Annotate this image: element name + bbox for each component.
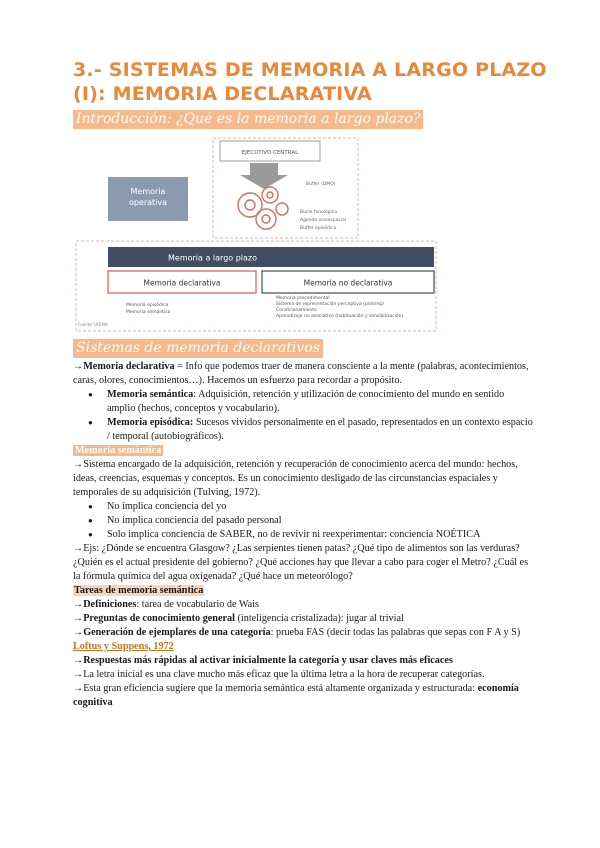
tasks-heading: Tareas de memoria semántica [74,585,204,596]
list-item: ● Solo implica conciencia de SABER, no de revivir ni reexperimentar: conciencia NOÉTICA [73,528,533,542]
list-item: ● No implica conciencia del yo [73,500,533,514]
nondeclarative-item-4: Aprendizaje no asociativo (habituación y sensibilización) [276,314,404,319]
intro-heading: Introducción: ¿Qué es la memoria a largo plazo? [73,110,423,129]
memory-diagram [78,133,438,333]
loftus-item: →Esta gran eficiencia sugiere que la memoria semántica está altamente organizada y estructurada: economía cognitiva [73,683,519,708]
loftus-heading: Loftus y Suppens, 1972 [73,641,174,652]
subsystem-2: Agenda visoespacial [300,218,347,223]
paragraph-semantic: →Sistema encargado de la adquisición, retención y recuperación de conocimiento acerca del mundo: hechos, ideas, creencias, esquemas y conceptos. Es un conocimiento desligado de las circunstancias espaciales y temporales de su adquisición (Tulving, 1972). [73,459,518,498]
nondeclarative-item-2: Sistema de representación perceptiva (priming) [276,302,384,307]
section-heading: Sistemas de memoria declarativos [73,339,323,358]
declarative-label: Memoria declarativa [143,278,221,288]
executive-label: EJECUTIVO CENTRAL [241,150,299,156]
declarative-item-1: Memoria episódica [126,303,169,308]
task-item: →Definiciones: tarea de vocabulario de Wais [73,599,259,610]
task-item: →Preguntas de conocimiento general (inteligencia cristalizada): jugar al trivial [73,613,404,624]
list-item: ● Memoria semántica: Adquisición, retención y utilización de conocimiento del mundo en sentido amplio (hechos, conceptos y vocabulario). [73,388,533,416]
loftus-item: →La letra inicial es una clave mucho más eficaz que la última letra a la hora de recuperar categorías. [73,669,485,680]
paragraph-examples: →Ejs: ¿Dónde se encuentra Glasgow? ¿Las serpientes tienen patas? ¿Qué tipo de alimentos son las verduras? ¿Quién es el actual presidente del gobierno? ¿Qué acciones hay que llevar a cabo para coger el Metro? ¿Cuál es la fórmula química del agua oxigenada? ¿Qué hace un meteorólogo? [73,543,529,582]
nondeclarative-item-3: Condicionamiento [276,308,317,313]
ltm-label: Memoria a largo plazo [168,253,257,263]
operative-label-2: operativa [128,198,168,207]
subsystem-1: Bucle fonológico [300,210,338,215]
declarative-item-2: Memoria semántica [126,310,171,315]
ltm-box [108,247,434,267]
loftus-item: →Respuestas más rápidas al activar inicialmente la categoría y usar claves más eficaces [73,655,453,666]
subsystem-3: Buffer episódico [300,226,337,231]
page-title: 3.- SISTEMAS DE MEMORIA A LARGO PLAZO (I): MEMORIA DECLARATIVA [73,59,547,105]
subheading-semantic: Memoria semántica [75,445,162,456]
list-item: ● Memoria episódica: Sucesos vividos personalmente en el pasado, representados en un contexto espacio / temporal (autobiográficos). [73,416,533,444]
declarative-types-list [73,388,533,444]
content-block [73,360,533,710]
task-item: →Generación de ejemplares de una categoría: prueba FAS (decir todas las palabras que sepas con F A y S) [73,627,521,638]
list-item: ● No implica conciencia del pasado personal [73,514,533,528]
buffer-label: Buffer (DMO) [306,182,336,187]
operative-label-1: Memoria [130,187,166,196]
semantic-features-list [73,500,533,542]
nondeclarative-label: Memoria no declarativa [303,278,393,288]
nondeclarative-item-1: Memoria procedimental [276,296,330,301]
paragraph-declarativa: →Memoria declarativa = Info que podemos traer de manera consciente a la mente (palabras, acontecimientos, caras, olores, conocimientos…). Hacemos un esfuerzo para recordar a propósito. [73,361,529,386]
diagram-source: Fuente: UDIMA [78,322,108,327]
